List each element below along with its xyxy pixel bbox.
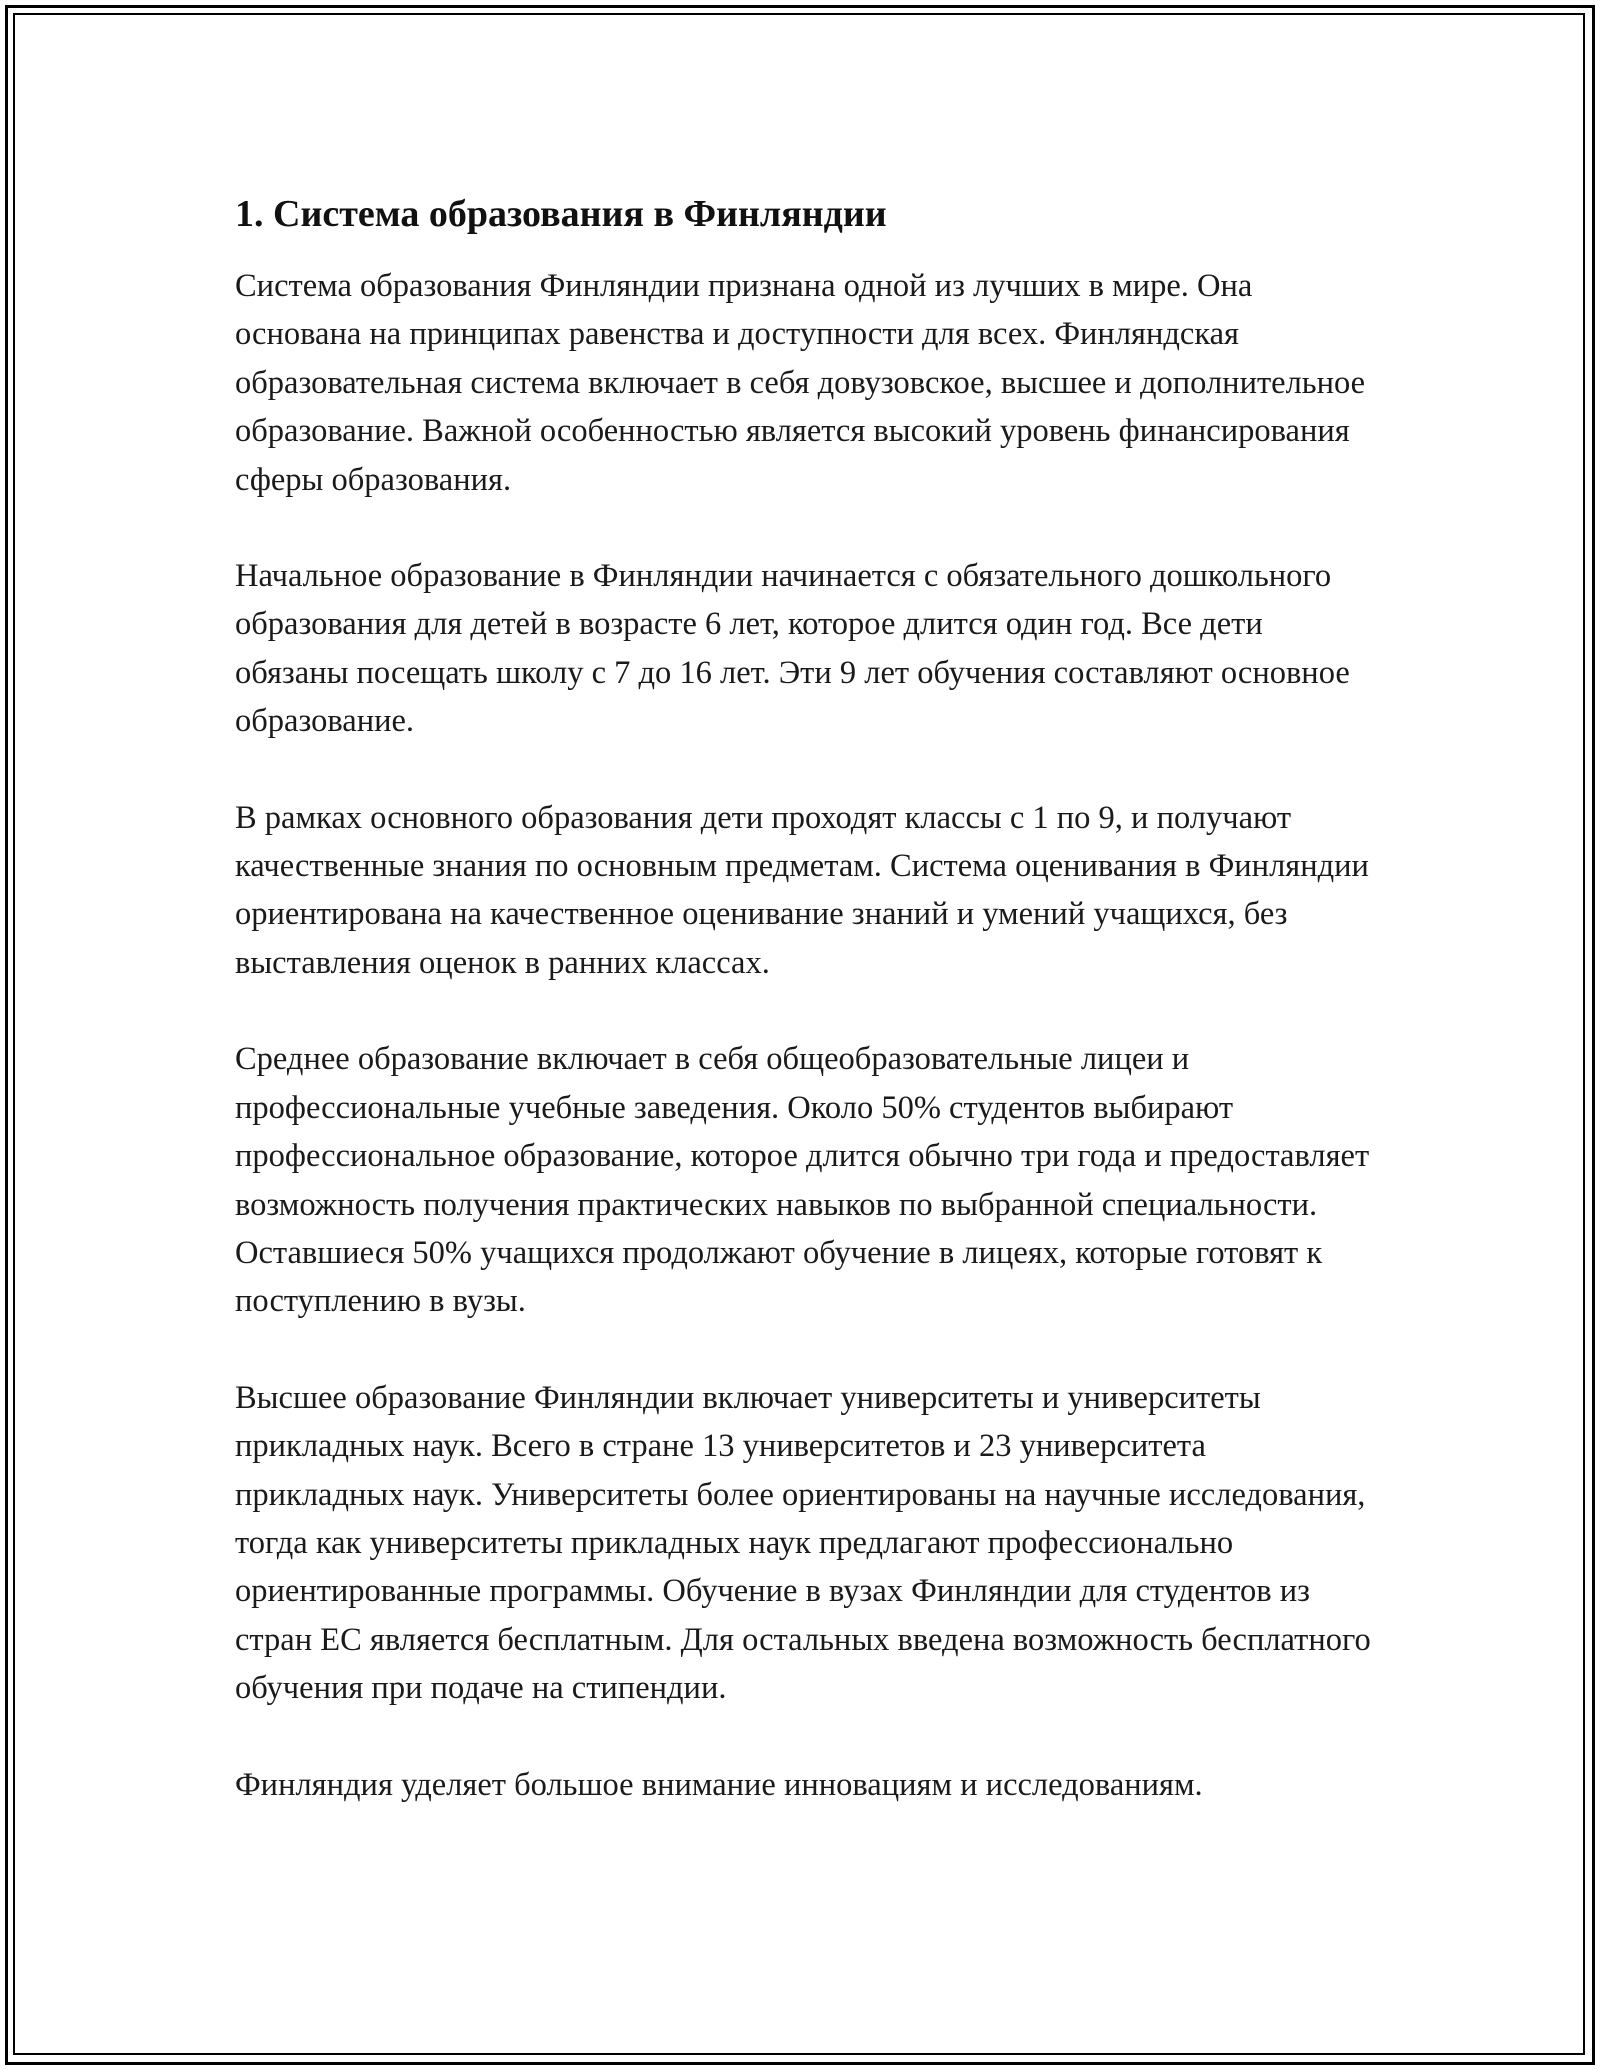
paragraph-secondary-education: Среднее образование включает в себя общеобразовательные лицеи и профессиональные учебные заведения. Около 50% студентов выбирают профессиональное образование, которое длится обычно три года и предоставляет возможность получения практических навыков по выбранной специальности. Оставшиеся 50% учащихся продолжают обучение в лицеях, которые готовят к поступлению в вузы. [235,1041,1370,1320]
section-heading: 1. Система образования в Финляндии [235,193,887,235]
paragraph-primary-education: Начальное образование в Финляндии начинается с обязательного дошкольного образования для детей в возрасте 6 лет, которое длится один год. Все дети обязаны посещать школу с 7 до 16 лет. Эти 9 лет обучения составляют основное образование. [235,558,1350,740]
paragraph-higher-education: Высшее образование Финляндии включает университеты и университеты прикладных наук. Всего в стране 13 университетов и 23 университета прикладных наук. Университеты более ориентированы на научные исследования, тогда как университеты прикладных наук предлагают профессионально ориентированные программы. Обучение в вузах Финляндии для студентов из стран ЕС является бесплатным. Для остальных введена возможность бесплатного обучения при подаче на стипендии. [235,1379,1371,1707]
paragraph-intro: Система образования Финляндии признана одной из лучших в мире. Она основана на принципах равенства и доступности для всех. Финляндская образовательная система включает в себя довузовское, высшее и дополнительное образование. Важной особенностью является высокий уровень финансирования сферы образования. [235,268,1366,498]
paragraph-basic-education: В рамках основного образования дети проходят классы с 1 по 9, и получают качественные знания по основным предметам. Система оценивания в Финляндии ориентирована на качественное оценивание знаний и умений учащихся, без выставления оценок в ранних классах. [235,799,1369,981]
paragraph-innovation: Финляндия уделяет большое внимание инновациям и исследованиям. [235,1766,1203,1803]
document-body [235,186,1375,1809]
